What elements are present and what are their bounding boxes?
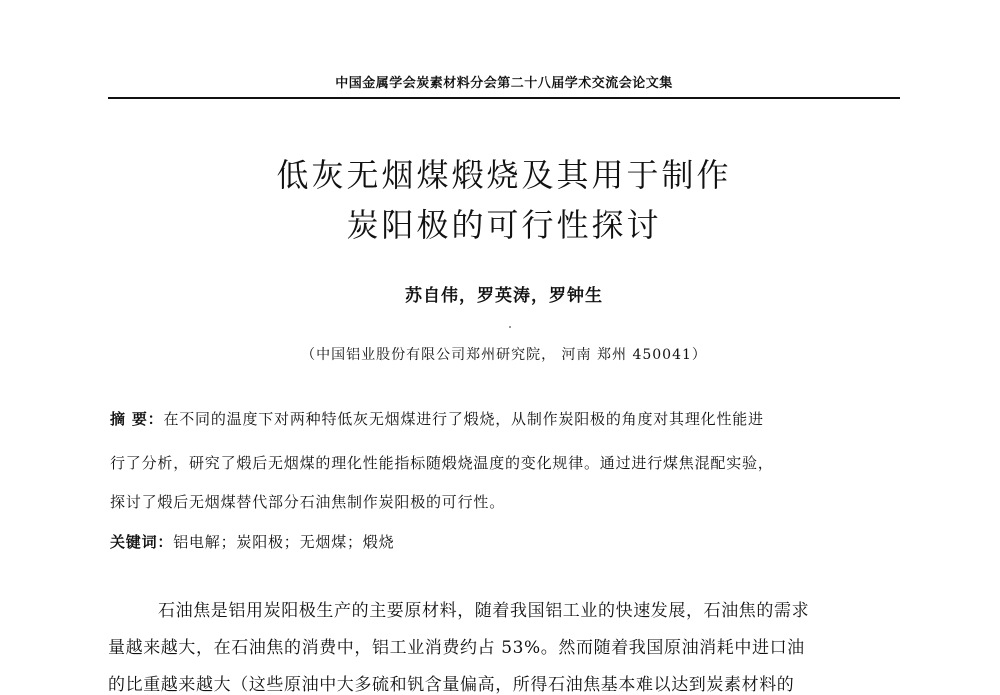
abstract-line-1 xyxy=(110,408,764,429)
scan-speck xyxy=(509,326,511,328)
abstract-line-2: 行了分析，研究了煅后无烟煤的理化性能指标随煅烧温度的变化规律。通过进行煤焦混配实验， xyxy=(110,454,774,472)
keywords-line xyxy=(110,531,394,552)
keywords-label: 关键词： xyxy=(110,533,174,551)
abstract-label: 摘 要： xyxy=(110,410,164,428)
body-line-1: 石油焦是铝用炭阳极生产的主要原材料，随着我国铝工业的快速发展，石油焦的需求 xyxy=(158,601,810,621)
keywords-text: 铝电解；炭阳极；无烟煤；煅烧 xyxy=(173,533,395,551)
header-divider xyxy=(108,97,900,99)
body-line-2: 量越来越大，在石油焦的消费中，铝工业消费约占 53%。然而随着我国原油消耗中进口油 xyxy=(108,638,805,658)
abstract-text-1: 在不同的温度下对两种特低灰无烟煤进行了煅烧，从制作炭阳极的角度对其理化性能进 xyxy=(163,410,764,428)
running-header: 中国金属学会炭素材料分会第二十八届学术交流会论文集 xyxy=(335,76,673,91)
abstract-line-3: 探讨了煅后无烟煤替代部分石油焦制作炭阳极的可行性。 xyxy=(110,493,506,511)
paper-title-line-2: 炭阳极的可行性探讨 xyxy=(346,206,662,244)
paper-title-line-1: 低灰无烟煤煅烧及其用于制作 xyxy=(276,156,732,194)
body-line-3: 的比重越来越大（这些原油中大多硫和钒含量偏高，所得石油焦基本难以达到炭素材料的 xyxy=(108,675,795,695)
author-list: 苏自伟，罗英涛，罗钟生 xyxy=(405,286,603,306)
affiliation: （中国铝业股份有限公司郑州研究院， 河南 郑州 450041） xyxy=(301,347,707,363)
